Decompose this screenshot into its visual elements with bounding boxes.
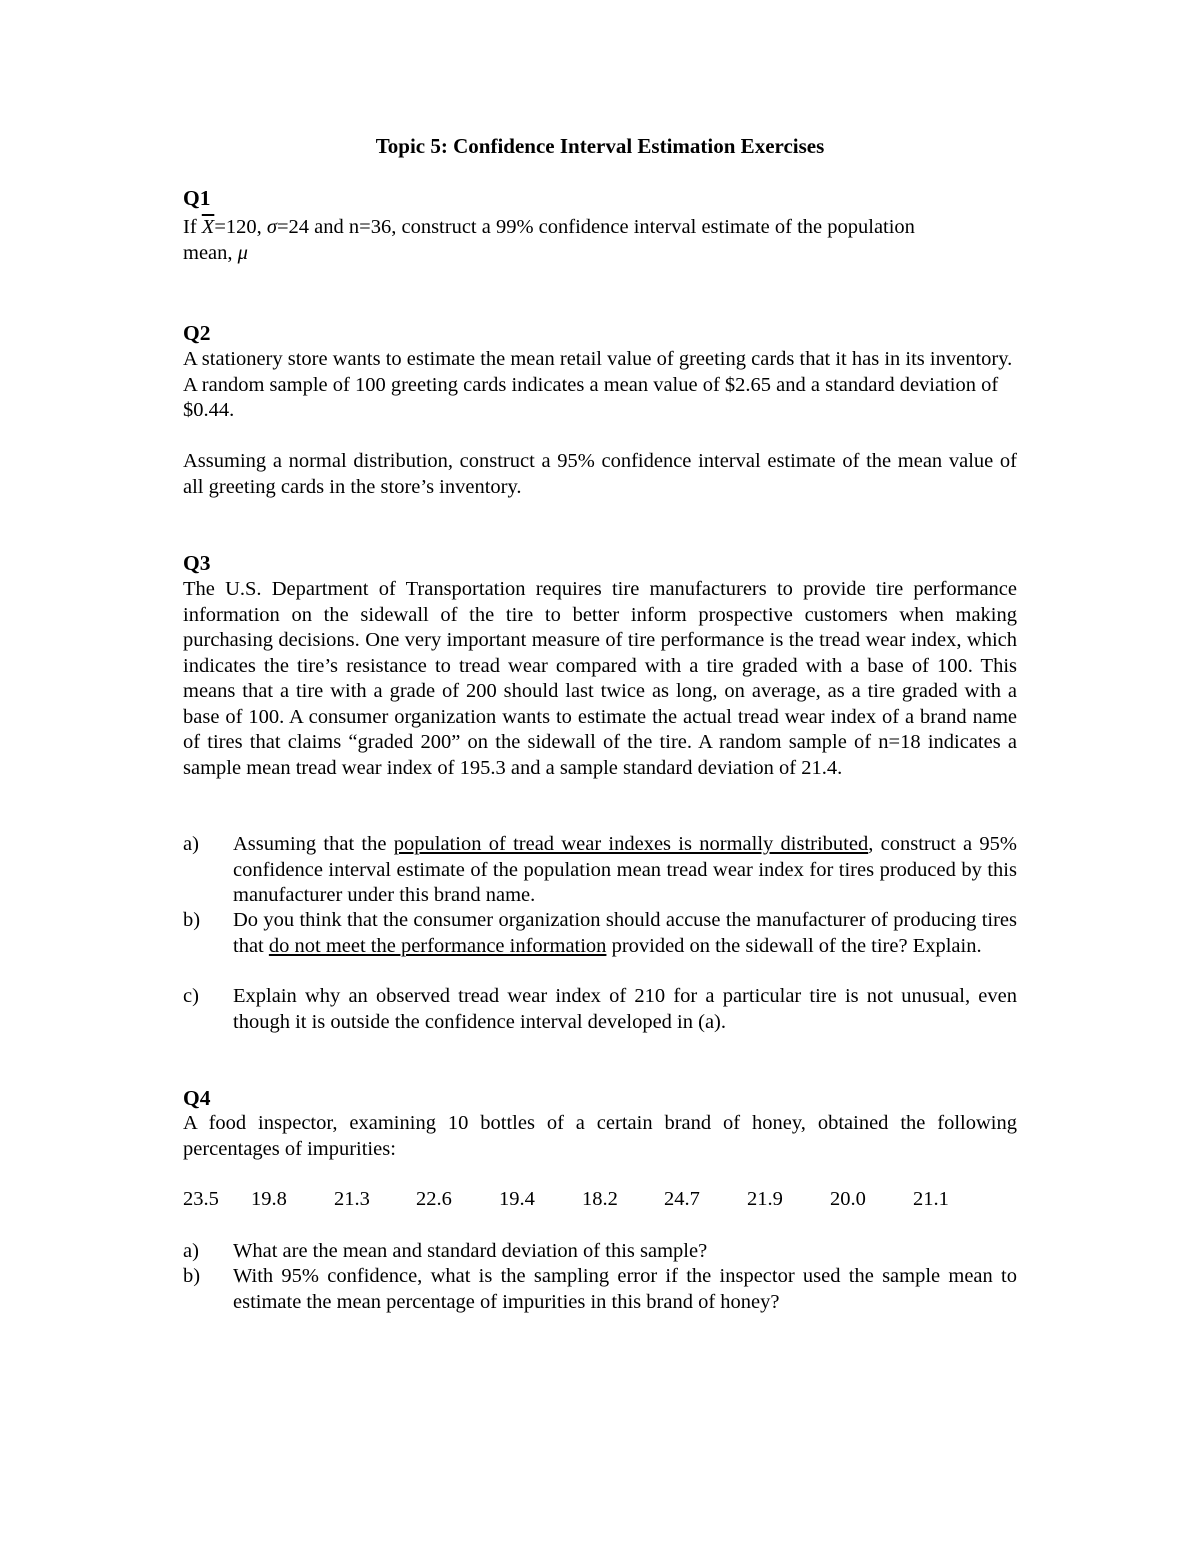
q4-a-text: What are the mean and standard deviation of this sample? — [233, 1240, 708, 1262]
q2-paragraph-1: A stationery store wants to estimate the mean retail value of greeting cards that it has in its inventory. A random sample of 100 greeting cards indicates a mean value of $2.65 and a standard deviation of $0.44. — [183, 348, 1013, 421]
q1-text — [183, 215, 1017, 266]
q4-a-label: a) — [183, 1240, 199, 1262]
q1-heading: Q1 — [183, 186, 211, 210]
q3-a-text — [233, 832, 1017, 909]
data-value: 23.5 — [183, 1188, 219, 1210]
q4-heading: Q4 — [183, 1086, 211, 1110]
data-value: 22.6 — [416, 1188, 452, 1210]
q4-paragraph: A food inspector, examining 10 bottles of a certain brand of honey, obtained the following percentages of impurities: — [183, 1112, 1017, 1160]
x-bar-symbol: $\overline{X}$ — [201, 216, 215, 238]
q1-line2: mean, — [183, 241, 233, 264]
q3-b-underlined: do not meet the performance information — [268, 934, 607, 957]
q1-xbar-value: =120, — [214, 216, 262, 238]
q3-a-underlined: population of tread wear indexes is normally distributed — [393, 833, 869, 855]
page-title: Topic 5: Confidence Interval Estimation Exercises — [375, 134, 825, 158]
q3-b-text — [233, 908, 1017, 959]
q4-data-values — [183, 1187, 1017, 1213]
data-value: 18.2 — [582, 1188, 618, 1210]
q3-c-label: c) — [183, 985, 199, 1007]
q3-a-post: , construct a 95% confidence interval estimate of the population mean tread wear index for tires produced by this manufacturer under this brand name. — [233, 833, 1017, 906]
q2-paragraph-2: Assuming a normal distribution, construct a 95% confidence interval estimate of the mean value of all greeting cards in the store’s inventory. — [183, 450, 1017, 498]
q3-paragraph: The U.S. Department of Transportation requires tire manufacturers to provide tire performance information on the sidewall of the tire to better inform prospective customers when making purchasing decisions. One very important measure of tire performance is the tread wear index, which indicates the tire’s resistance to tread wear compared with a tire graded with a base of 100. This means that a tire with a grade of 200 should last twice as long, on average, as a tire graded with a base of 100. A consumer organization wants to estimate the actual tread wear index of a brand name of tires that claims “graded 200” on the sidewall of the tire. A random sample of n=18 indicates a sample mean tread wear index of 195.3 and a sample standard deviation of 21.4. — [183, 578, 1017, 779]
q3-b-pre: Do you think that the consumer organization should accuse the manufacturer of producing tires that — [233, 909, 1017, 957]
q3-b-post: provided on the sidewall of the tire? Explain. — [606, 934, 982, 957]
q1-line-2 — [183, 241, 1017, 267]
q3-a-label: a) — [183, 833, 199, 855]
sigma-symbol: σ — [266, 216, 277, 238]
q1-sigma-value: =24 and n=36, construct a 99% confidence interval estimate of the population — [277, 216, 915, 238]
mu-symbol: μ — [237, 241, 248, 264]
q1-line-1 — [183, 215, 1017, 241]
q1-if: If — [183, 216, 197, 238]
q3-a-pre: Assuming that the — [233, 833, 394, 855]
q2-heading: Q2 — [183, 321, 211, 345]
data-value: 24.7 — [664, 1188, 700, 1210]
data-value: 19.8 — [251, 1188, 287, 1210]
q3-heading: Q3 — [183, 551, 211, 575]
data-value: 21.3 — [334, 1188, 370, 1210]
q3-c-text: Explain why an observed tread wear index of 210 for a particular tire is not unusual, even though it is outside the confidence interval developed in (a). — [233, 985, 1017, 1033]
data-value: 21.1 — [913, 1188, 949, 1210]
data-value: 19.4 — [499, 1188, 535, 1210]
data-value: 21.9 — [747, 1188, 783, 1210]
data-value: 20.0 — [830, 1188, 866, 1210]
q3-b-label: b) — [183, 909, 201, 931]
q4-b-label: b) — [183, 1265, 201, 1287]
q4-b-text: With 95% confidence, what is the sampling error if the inspector used the sample mean to estimate the mean percentage of impurities in this brand of honey? — [233, 1265, 1017, 1313]
